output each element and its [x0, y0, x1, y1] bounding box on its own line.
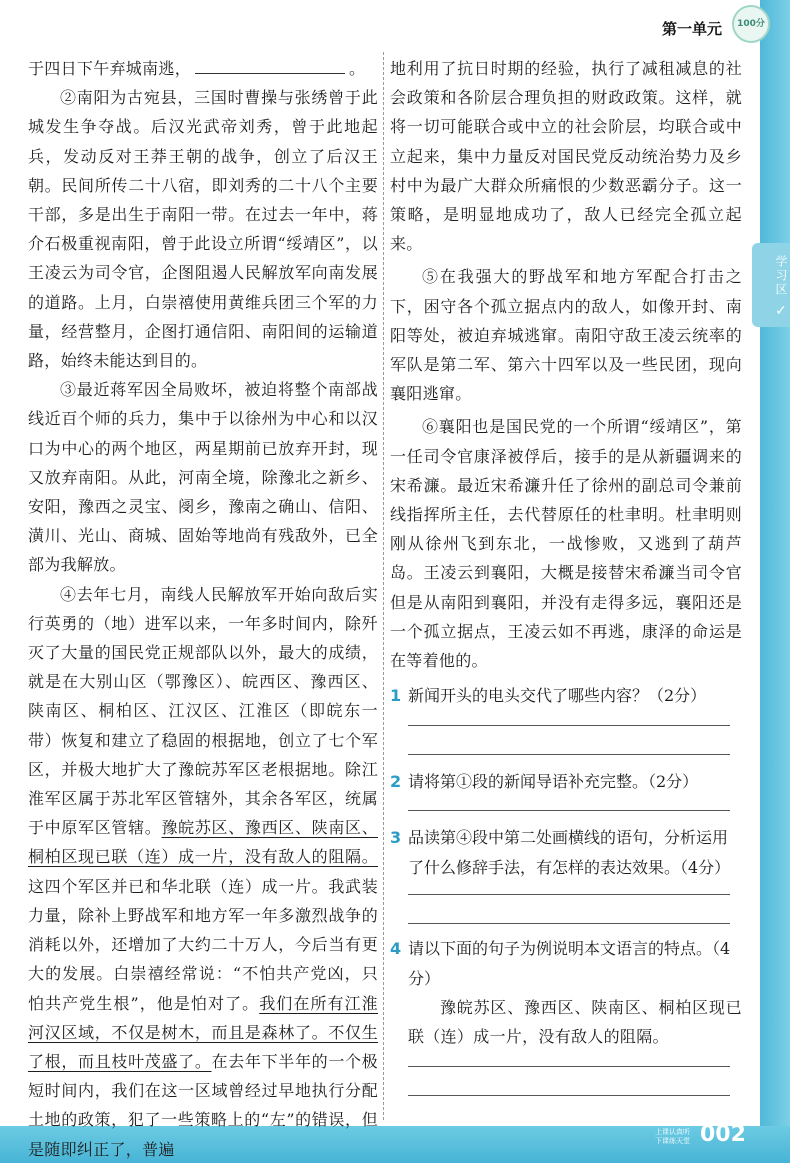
- question-text: 请以下面的句子为例说明本文语言的特点。（4分）: [408, 939, 731, 988]
- brand-logo: 100分: [732, 5, 770, 43]
- question-2: [390, 767, 742, 812]
- study-zone-label: 学习区: [774, 255, 788, 298]
- paragraph-1-end: [28, 54, 378, 83]
- paragraph-text: 于四日下午弃城南逃，: [28, 59, 192, 78]
- check-icon: ✓: [773, 302, 789, 321]
- paragraph-5: ⑤在我强大的野战军和地方军配合打击之下，困守各个孤立据点内的敌人，如像开封、南阳等处，被迫弃城逃窜。南阳守敌王凌云统率的军队是第二军、第六十四军以及一些民团，现向襄阳逃窜。: [390, 267, 742, 404]
- question-number: 3: [390, 828, 402, 848]
- question-4-quote: 豫皖苏区、豫西区、陕南区、桐柏区现已联（连）成一片，没有敌人的阻隔。: [408, 998, 742, 1047]
- question-number: 2: [390, 771, 402, 791]
- paragraph-text: ④去年七月，南线人民解放军开始向敌后实行英勇的（地）进军以来，一年多时间内，除歼灭了大量的国民党正规部队以外，最大的成绩，就是在大别山区（鄂豫区）、皖西区、豫西区、陕南区、桐柏区、江汉区、江淮区（即皖东一带）恢复和建立了稳固的根据地，创立了七个军区，并极大地扩大了豫皖苏军区老根据地。除江淮军区属于苏北军区管辖外，其余各军区，统属于中原军区管辖。: [28, 584, 378, 838]
- paragraph-2: ②南阳为古宛县，三国时曹操与张绣曾于此城发生争夺战。后汉光武帝刘秀，曾于此地起兵，发动反对王莽王朝的战争，创立了后汉王朝。民间所传二十八宿，即刘秀的二十八个主要干部，多是出生于南阳一带。在过去一年中，蒋介石极重视南阳，曾于此设立所谓“绥靖区”，以王凌云为司令官，企图阻遏人民解放军向南发展的道路。上月，白崇禧使用黄维兵团三个军的力量，经营整月，企图打通信阳、南阳间的运输道路，始终未能达到目的。: [28, 88, 378, 371]
- paragraph-4: [28, 580, 378, 1164]
- question-3: [390, 823, 742, 924]
- question-number: 1: [390, 686, 402, 706]
- column-divider: [383, 52, 384, 1120]
- underlined-sentence-2: 我们在所有江淮河汉区域，不仅是树木，而且是森林了。不仅生了根，而且枝叶茂盛了。: [28, 993, 378, 1071]
- footer-slogan: 上课认真听 下课练天堂: [655, 1128, 690, 1145]
- answer-line[interactable]: [408, 810, 730, 811]
- right-column: [390, 54, 742, 1096]
- paragraph-4-continued: 地利用了抗日时期的经验，执行了减租减息的社会政策和各阶层合理负担的财政政策。这样，就将一切可能联合或中立的社会阶层，均联合或中立起来，集中力量反对国民党反动统治势力及乡村中为最广大群众所痛恨的少数恶霸分子。这一策略，是明显地成功了，敌人已经完全孤立起来。: [390, 59, 742, 254]
- page-number: 002: [700, 1122, 746, 1147]
- question-4: [390, 934, 742, 1095]
- paragraph-text: 这四个军区并已和华北联（连）成一片。我武装力量，除补上野战军和地方军一年多激烈战争的消耗以外，还增加了大约二十万人，今后当有更大的发展。白崇禧经常说：“不怕共产党凶，只怕共产党生根”，他是怕对了。: [28, 876, 378, 1013]
- fill-blank[interactable]: [195, 55, 345, 74]
- question-text: 品读第④段中第二处画横线的语句，分析运用了什么修辞手法，有怎样的表达效果。（4分）: [408, 828, 731, 877]
- left-column: [28, 54, 378, 1164]
- paragraph-text: 。: [349, 59, 366, 78]
- question-text: 新闻开头的电头交代了哪些内容？（2分）: [408, 686, 707, 706]
- answer-line[interactable]: [408, 923, 730, 924]
- paragraph-6: ⑥襄阳也是国民党的一个所谓“绥靖区”，第一任司令官康泽被俘后，接手的是从新疆调来的宋希濂。最近宋希濂升任了徐州的副总司令兼前线指挥所主任，去代替原任的杜聿明。杜聿明则刚从徐州飞到东北，一战惨败，又逃到了葫芦岛。王凌云到襄阳，大概是接替宋希濂当司令官 但是从南阳到襄阳，并没有走得多远，襄阳还是一个孤立据点，王凌云如不再逃，康泽的命运是在等着他的。: [390, 417, 742, 671]
- question-1: [390, 681, 742, 755]
- question-number: 4: [390, 939, 402, 959]
- study-zone-tab: [752, 243, 790, 327]
- page-edge-right: [760, 0, 790, 1163]
- paragraph-3: ③最近蒋军因全局败坏，被迫将整个南部战线近百个师的兵力，集中于以徐州为中心和以汉口为中心的两个地区，两星期前已放弃开封，现又放弃南阳。从此，河南全境，除豫北之新乡、安阳，豫西之灵宝、阌乡，豫南之确山、信阳、潢川、光山、商城、固始等地尚有残敌外，已全部为我解放。: [28, 380, 378, 575]
- answer-line[interactable]: [408, 754, 730, 755]
- paragraph-text: 在去年下半年的一个极短时间内，我们在这一区域曾经过早地执行分配土地的政策，犯了一些策略上的“左”的错误，但是随即纠正了，普遍: [28, 1051, 378, 1159]
- question-text: 请将第①段的新闻导语补充完整。（2分）: [408, 771, 699, 791]
- answer-line[interactable]: [408, 1095, 730, 1096]
- underlined-sentence-1: 豫皖苏区、豫西区、陕南区、桐柏区现已联（连）成一片，没有敌人的阻隔。: [28, 818, 378, 867]
- unit-title: 第一单元: [662, 20, 723, 38]
